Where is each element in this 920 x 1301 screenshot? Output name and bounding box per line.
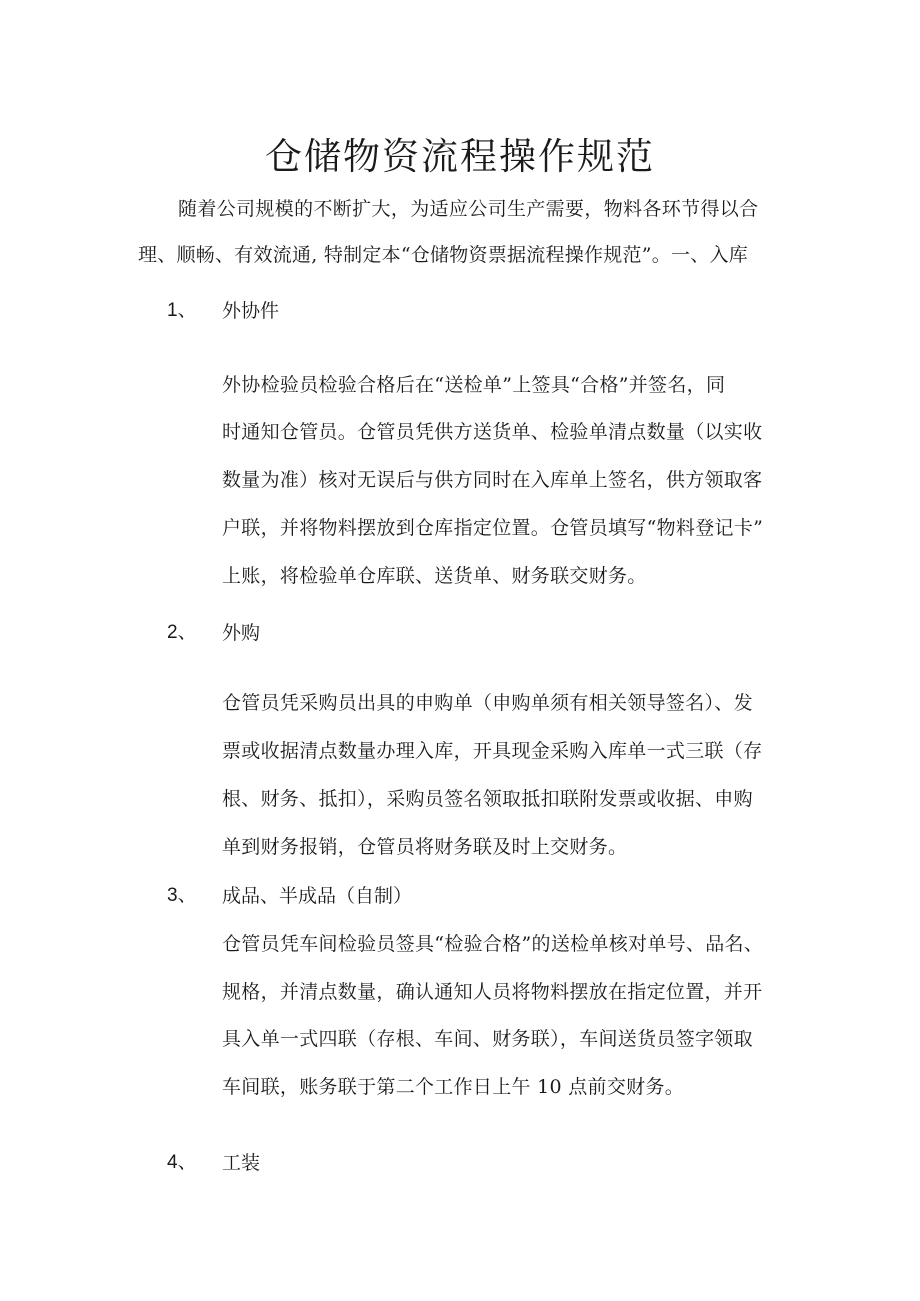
section-2-heading: 外购	[222, 622, 261, 644]
section-2-line-1: 仓管员凭采购员出具的申购单（申购单须有相关领导签名）、发	[222, 692, 753, 714]
section-2-line-3: 根、财务、抵扣），采购员签名领取抵扣联附发票或收据、申购	[222, 788, 753, 810]
section-1-number: 1、	[167, 300, 197, 321]
section-3-line-4: 车间联，账务联于第二个工作日上午 10 点前交财务。	[222, 1076, 685, 1098]
section-3-line-3: 具入单一式四联（存根、车间、财务联），车间送货员签字领取	[222, 1028, 753, 1050]
intro-line-2: 理、顺畅、有效流通, 特制定本“仓储物资票据流程操作规范”。一、入库	[138, 244, 749, 266]
section-1-line-3: 数量为准）核对无误后与供方同时在入库单上签名，供方领取客	[222, 469, 763, 491]
section-1-line-1: 外协检验员检验合格后在“送检单”上签具“合格”并签名，同	[222, 374, 726, 396]
document-title: 仓储物资流程操作规范	[265, 135, 655, 178]
section-1-heading: 外协件	[222, 300, 280, 322]
section-3-heading: 成品、半成品（自制）	[222, 885, 413, 907]
section-1-line-2: 时通知仓管员。仓管员凭供方送货单、检验单清点数量（以实收	[222, 421, 763, 443]
section-4-heading: 工装	[222, 1152, 261, 1174]
section-4-number: 4、	[167, 1152, 197, 1173]
section-2-number: 2、	[167, 622, 197, 643]
section-1-line-5: 上账，将检验单仓库联、送货单、财务联交财务。	[222, 565, 647, 587]
section-1-line-4: 户联，并将物料摆放到仓库指定位置。仓管员填写“物料登记卡”	[222, 517, 764, 539]
intro-line-1: 随着公司规模的不断扩大，为适应公司生产需要，物料各环节得以合	[178, 198, 759, 220]
section-3-line-1: 仓管员凭车间检验员签具“检验合格”的送检单核对单号、品名、	[222, 933, 764, 955]
section-3-number: 3、	[167, 885, 197, 906]
section-2-line-2: 票或收据清点数量办理入库，开具现金采购入库单一式三联（存	[222, 740, 763, 762]
section-2-line-4: 单到财务报销，仓管员将财务联及时上交财务。	[222, 836, 628, 858]
section-3-line-2: 规格，并清点数量，确认通知人员将物料摆放在指定位置，并开	[222, 981, 763, 1003]
